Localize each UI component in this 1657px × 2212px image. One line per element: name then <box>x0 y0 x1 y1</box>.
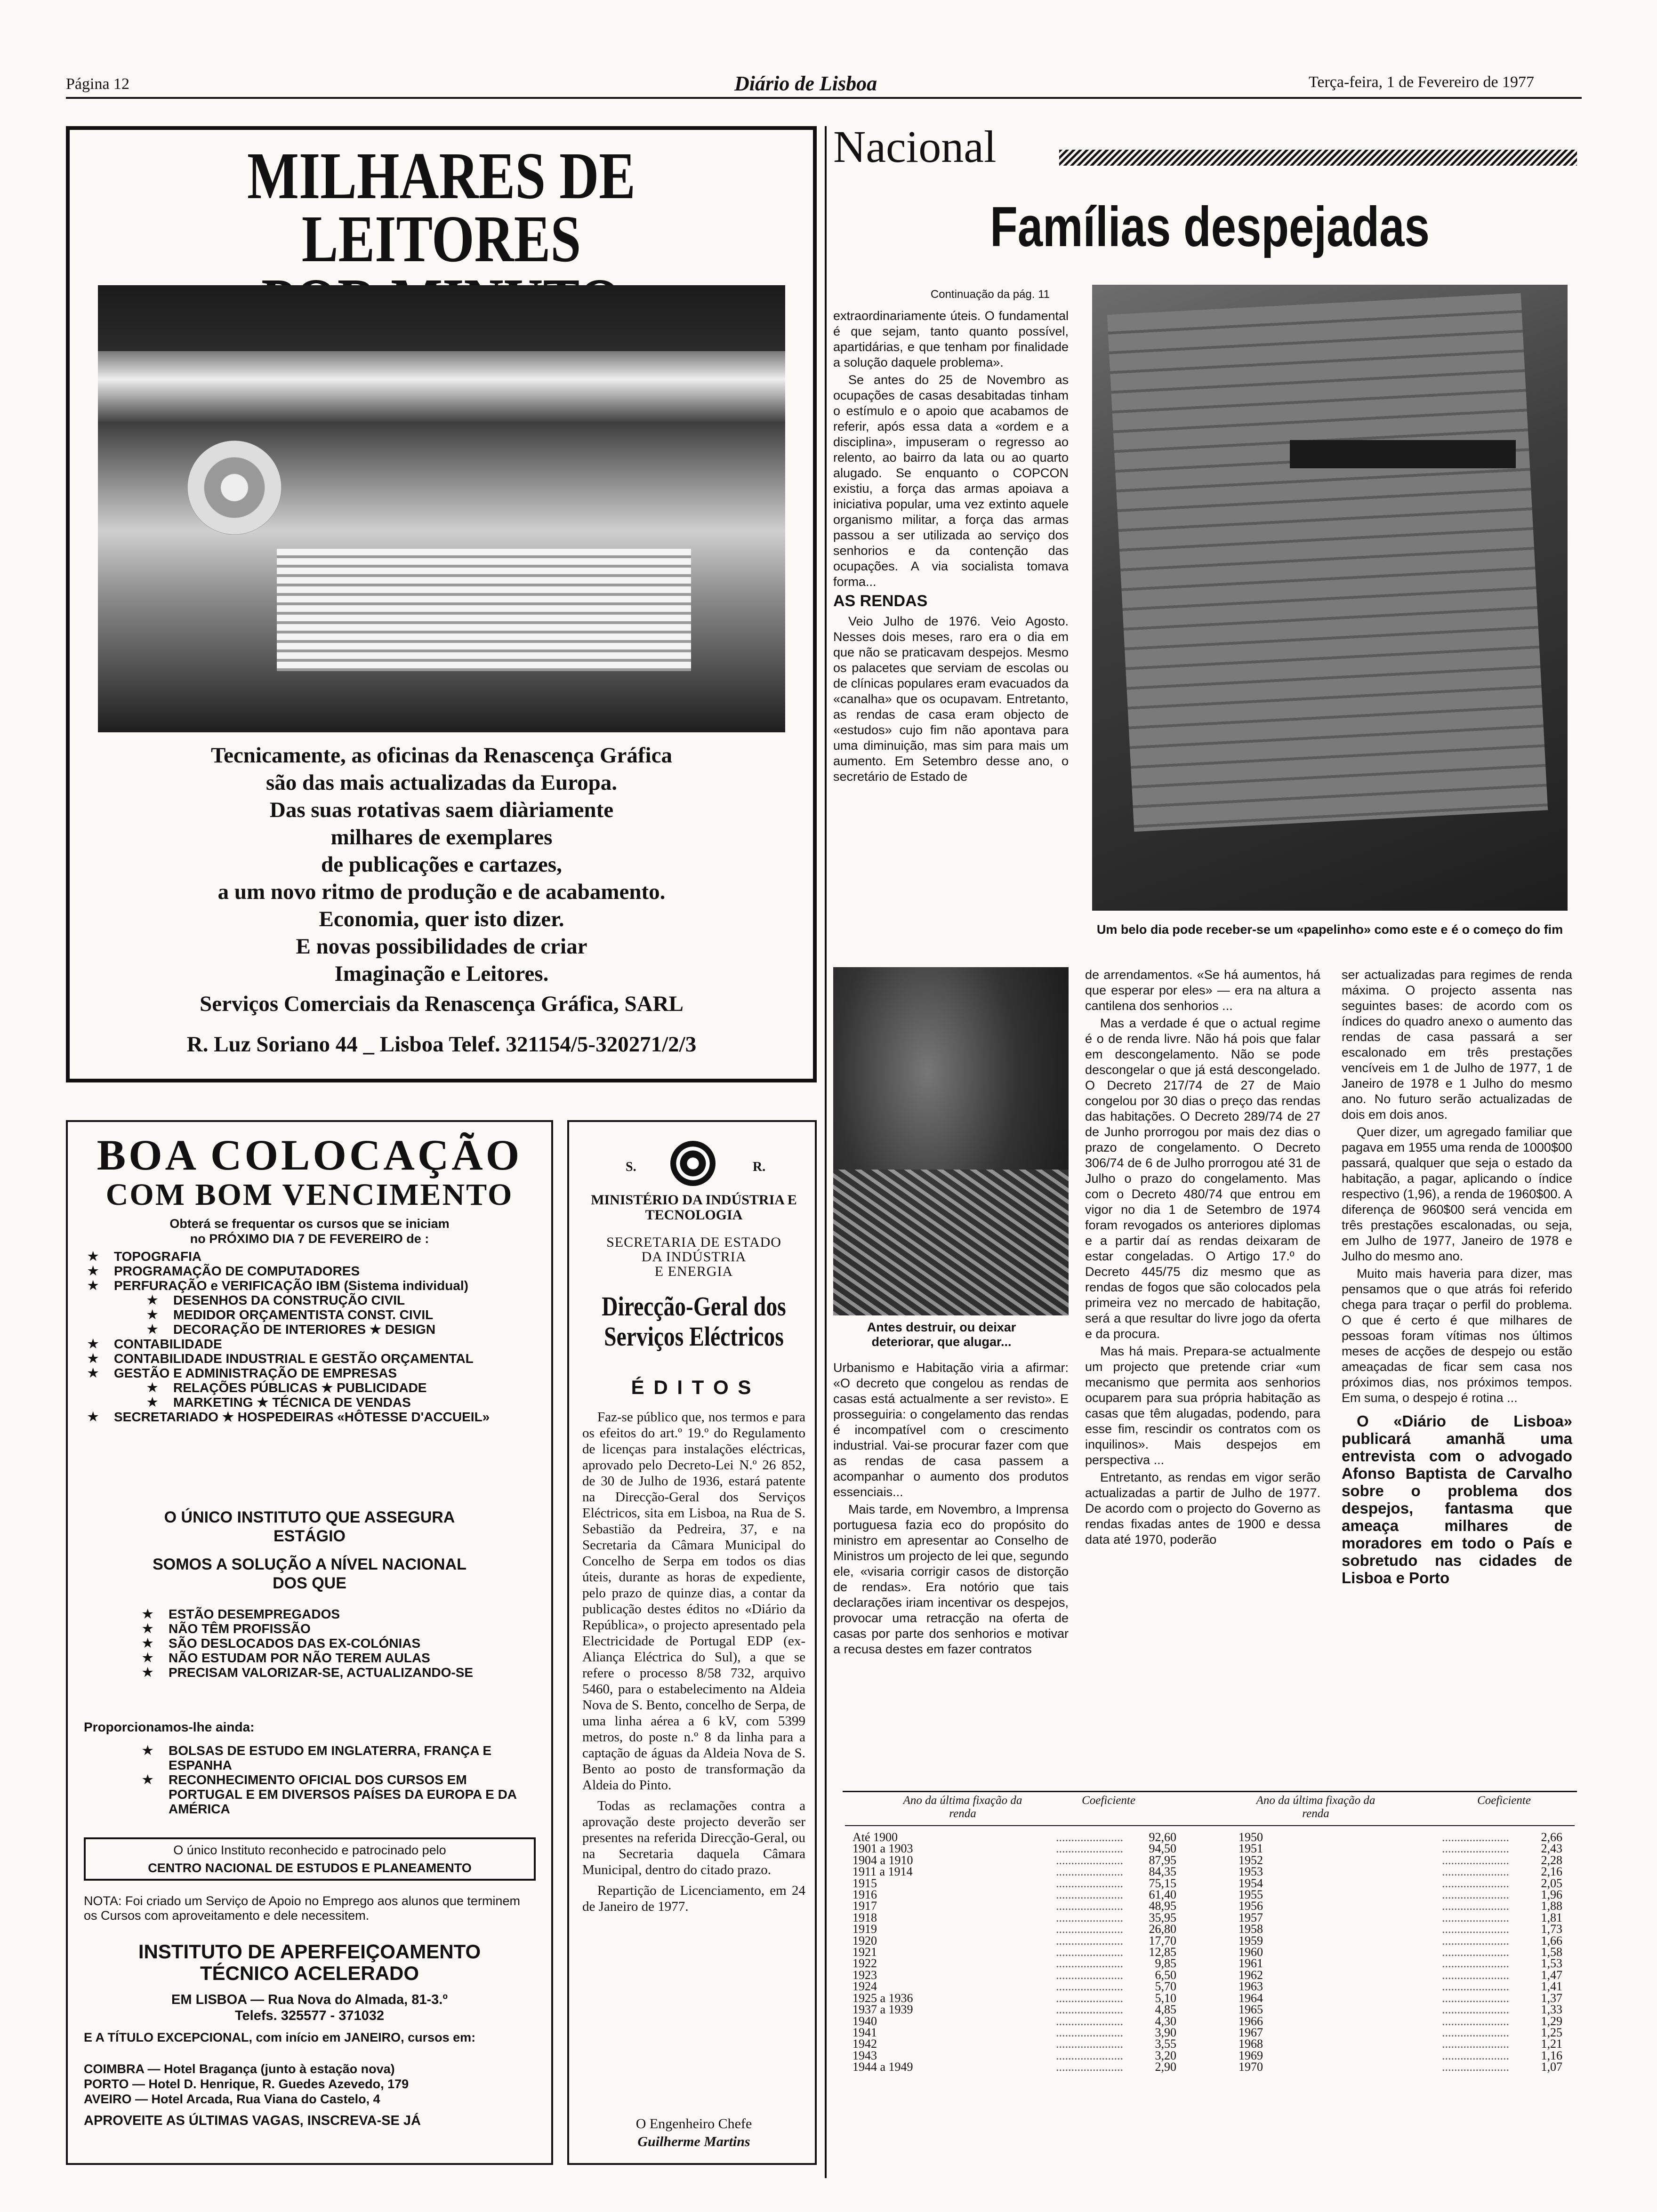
coefficient-cell: 2,05 <box>1541 1876 1562 1890</box>
instituto-recognized: O único Instituto reconhecido e patrocinado pelo CENTRO NACIONAL DE ESTUDOS E PLANEAMENTO <box>84 1837 536 1881</box>
year-cell: 1921 <box>853 1945 877 1959</box>
year-cell: 1937 a 1939 <box>853 2003 913 2017</box>
printing-press-photo <box>98 285 785 732</box>
table-row <box>1236 1912 1565 1923</box>
rent-coefficients-table <box>845 1794 1575 2180</box>
issue-date: Terça-feira, 1 de Fevereiro de 1977 <box>1309 73 1535 91</box>
year-cell: 1960 <box>1239 1945 1263 1959</box>
seal-right-letter: R. <box>753 1160 766 1174</box>
list-item: ★ GESTÃO E ADMINISTRAÇÃO DE EMPRESAS <box>84 1366 536 1380</box>
table-row <box>850 2016 1179 2027</box>
coefficient-cell: 84,35 <box>1149 1865 1176 1879</box>
coefficient-cell: 12,85 <box>1149 1945 1176 1959</box>
leader-dots: ...................... <box>1056 2014 1123 2028</box>
extras-list <box>138 1743 534 1816</box>
year-cell: 1966 <box>1239 2014 1263 2028</box>
table-row <box>1236 1981 1565 1992</box>
table-row <box>1236 1832 1565 1843</box>
instituto-title: BOA COLOCAÇÃO COM BOM VENCIMENTO <box>97 1131 523 1212</box>
leader-dots: ...................... <box>1442 1842 1509 1856</box>
leader-dots: ...................... <box>1442 2048 1509 2062</box>
article-column-2: de arrendamentos. «Se há aumentos, há que esperar por eles» — era na altura a cantilena dos senhorios ... Mas a verdade é que o actual regime é o de renda livre. Não há pois que falar em descongelamento. Não se pode descongelar o que já está descongelado. O Decreto 217/74 de 27 de Maio congelou por 30 dias o preço das rendas das habitações. O Decreto 289/74 de 27 de Junho prorrogou por mais dez dias o prazo de congelamento. O Decreto 306/74 de 6 de Julho prorrogou até 31 de Julho o prazo do congelamento. Mas com o Decreto 480/74 que entrou em vigor no dia 1 de Setembro de 1974 foram revogados os anteriores diplomas e a partir daí as rendas deixaram de estar congeladas. O Artigo 17.º do Decreto 445/75 diz mesmo que as rendas de fogos que são colocados pela primeira vez no mercado de habitação, será a que resultar do livre jogo da oferta e da procura. Mas há mais. Prepara-se actualmente um projecto que pretende criar «um mecanismo que permita aos senhorios ocuparem para sua própria habitação as casas que têm alugadas, podendo, para esse fim, rescindir os contratos com os inquilinos». Mais despejos em perspectiva ... Entretanto, as rendas em vigor serão actualizadas a partir de Julho de 1977. De acordo com o projecto do Governo as rendas fixadas antes de 1900 e dessa data até 1970, poderão <box>1085 968 1320 1547</box>
table-header-coef-right: Coeficiente <box>1477 1794 1531 1807</box>
year-cell: 1919 <box>853 1922 877 1936</box>
table-row <box>850 1935 1179 1947</box>
table-row <box>850 1912 1179 1923</box>
press-roller <box>98 351 785 422</box>
year-cell: 1925 a 1936 <box>853 1991 913 2005</box>
year-cell: 1923 <box>853 1968 877 1982</box>
coefficient-cell: 5,70 <box>1155 1980 1176 1994</box>
interview-promo: O «Diário de Lisboa» publicará amanhã uma entrevista com o advogado Afonso Baptista de Carvalho sobre o problema dos despejos, fantasma que ameaça milhares de moradores em todo o País e sobretudo nas cidades de Lisboa e Porto <box>1342 1412 1572 1587</box>
year-cell: 1968 <box>1239 2037 1263 2051</box>
year-cell: 1911 a 1914 <box>853 1865 913 1879</box>
leader-dots: ...................... <box>1442 2025 1509 2039</box>
coefficient-cell: 9,85 <box>1155 1956 1176 1971</box>
table-left-half <box>850 1832 1179 2073</box>
leader-dots: ...................... <box>1442 1980 1509 1994</box>
list-item: ★ RELAÇÕES PÚBLICAS ★ PUBLICIDADE <box>84 1380 536 1395</box>
leader-dots: ...................... <box>1056 2048 1123 2062</box>
year-cell: 1916 <box>853 1888 877 1902</box>
leader-dots: ...................... <box>1442 1830 1509 1844</box>
coefficient-cell: 2,43 <box>1541 1842 1562 1856</box>
coefficient-cell: 5,10 <box>1155 1991 1176 2005</box>
table-row <box>1236 2016 1565 2027</box>
coefficient-cell: 1,96 <box>1541 1888 1562 1902</box>
table-row <box>850 1878 1179 1889</box>
leader-dots: ...................... <box>1442 1888 1509 1902</box>
year-cell: 1956 <box>1239 1899 1263 1913</box>
year-cell: 1955 <box>1239 1888 1263 1902</box>
year-cell: 1920 <box>853 1933 877 1948</box>
year-cell: 1959 <box>1239 1933 1263 1948</box>
table-row <box>1236 1843 1565 1854</box>
coefficient-cell: 1,29 <box>1541 2014 1562 2028</box>
page-number: Página 12 <box>66 75 130 93</box>
paper-sheets <box>277 549 691 671</box>
year-cell: 1904 a 1910 <box>853 1853 913 1867</box>
coefficient-cell: 35,95 <box>1149 1910 1176 1924</box>
article-column-1: extraordinariamente úteis. O fundamental é que sejam, tanto quanto possível, apartidárias, e que tenham por finalidade a solução daquele problema». Se antes do 25 de Novembro as ocupações de casas desabitadas tinham o estímulo e o apoio que acabamos de referir, após essa data a «ordem e a disciplina», impuseram o regresso ao relento, ao bairro da lata ou ao quarto alugado. Se enquanto o COPCON existiu, a força das armas apoiava a iniciativa popular, uma vez extinto aquele organismo militar, a força das armas passou a ser utilizada ao serviço dos senhorios e da contenção das ocupações. A via socialista tomava forma... AS RENDAS Veio Julho de 1976. Veio Agosto. Nesses dois meses, raro era o dia em que não se praticavam despejos. Mesmo os palacetes que serviam de escolas ou de clínicas populares eram evacuados da «canalha» que os ocupavam. Entretanto, as rendas de casa eram objecto de «estudos» cujo fim não apontava para uma diminuição, mas sim para mais um aumento. Em Setembro desse ano, o secretário de Estado de <box>833 309 1069 784</box>
direccao-geral: Direcção-Geral dos Serviços Eléctricos <box>602 1291 786 1352</box>
leader-dots: ...................... <box>1442 1865 1509 1879</box>
table-row <box>850 1866 1179 1877</box>
coefficient-cell: 1,53 <box>1541 1956 1562 1971</box>
year-cell: Até 1900 <box>853 1830 898 1844</box>
list-item: ★ DECORAÇÃO DE INTERIORES ★ DESIGN <box>84 1322 536 1337</box>
year-cell: 1953 <box>1239 1865 1263 1879</box>
year-cell: 1915 <box>853 1876 877 1890</box>
table-row <box>1236 1935 1565 1947</box>
list-item: ★ CONTABILIDADE INDUSTRIAL E GESTÃO ORÇAMENTAL <box>84 1351 536 1366</box>
instituto-nota: NOTA: Foi criado um Serviço de Apoio no Emprego aos alunos que terminem os Cursos com aproveitamento e dele necessitem. <box>84 1894 520 1923</box>
instituto-cities <box>84 2061 536 2107</box>
list-item: ★ TOPOGRAFIA <box>84 1249 536 1264</box>
table-row <box>1236 1889 1565 1900</box>
editos-signature: O Engenheiro Chefe Guilherme Martins <box>635 2116 752 2149</box>
year-cell: 1954 <box>1239 1876 1263 1890</box>
leader-dots: ...................... <box>1056 2060 1123 2074</box>
editos-title: É D I T O S <box>631 1376 753 1398</box>
editos-body: Faz-se público que, nos termos e para os efeitos do art.º 19.º do Regulamento de licenças para instalações eléctricas, aprovado pelo Decreto-Lei N.º 26 852, de 30 de Julho de 1936, estará patente na Direcção-Geral dos Serviços Eléctricos, sita em Lisboa, na Rua de S. Sebastião da Pedreira, 37, e na Secretaria da Câmara Municipal do Concelho de Serpa em todos os dias úteis, durante as horas de expediente, pelo prazo de quinze dias, a contar da publicação destes éditos no «Diário da República», o projecto apresentado pela Electricidade de Portugal EDP (ex-Aliança Eléctrica do Sul), a que se refere o processo 8/58 732, arquivo 5460, para o estabelecimento na Aldeia Nova de S. Bento, concelho de Serpa, de uma linha aérea a 6 kV, com 5399 metros, do poste n.º 8 da linha para a captação de águas da Aldeia Nova de S. Bento ao posto de transformação da Aldeia do Pinto. Todas as reclamações contra a aprovação deste projecto deverão ser presentes na referida Direcção-Geral, ou na Secretaria daquela Câmara Municipal, dentro do citado prazo. Repartição de Licenciamento, em 24 de Janeiro de 1977. <box>582 1410 805 1914</box>
press-gear <box>187 441 282 535</box>
city-location: PORTO — Hotel D. Henrique, R. Guedes Azevedo, 179 <box>84 2077 409 2091</box>
ad-renascenca <box>66 126 817 1082</box>
list-item: ★ MARKETING ★ TÉCNICA DE VENDAS <box>84 1395 536 1410</box>
ministry-name: MINISTÉRIO DA INDÚSTRIA E TECNOLOGIA <box>591 1192 797 1223</box>
table-row <box>850 1889 1179 1900</box>
column-divider <box>825 126 827 2178</box>
year-cell: 1918 <box>853 1910 877 1924</box>
table-row <box>1236 2004 1565 2015</box>
leader-dots: ...................... <box>1442 1991 1509 2005</box>
list-item: ★ PRECISAM VALORIZAR-SE, ACTUALIZANDO-SE <box>138 1665 534 1680</box>
leader-dots: ...................... <box>1442 1899 1509 1913</box>
leader-dots: ...................... <box>1442 1968 1509 1982</box>
year-cell: 1961 <box>1239 1956 1263 1971</box>
list-item: ★ PERFURAÇÃO e VERIFICAÇÃO IBM (Sistema individual) <box>84 1278 536 1293</box>
coefficient-cell: 2,16 <box>1541 1865 1562 1879</box>
leader-dots: ...................... <box>1442 1853 1509 1867</box>
year-cell: 1969 <box>1239 2048 1263 2062</box>
year-cell: 1941 <box>853 2025 877 2039</box>
course-list <box>84 1249 536 1424</box>
table-row <box>850 1970 1179 1981</box>
table-row <box>1236 1970 1565 1981</box>
table-row <box>1236 1947 1565 1958</box>
coefficient-cell: 75,15 <box>1149 1876 1176 1890</box>
coefficient-cell: 3,55 <box>1155 2037 1176 2051</box>
table-right-half <box>1236 1832 1565 2073</box>
coefficient-cell: 1,73 <box>1541 1922 1562 1936</box>
table-row <box>850 2061 1179 2073</box>
leader-dots: ...................... <box>1056 1945 1123 1959</box>
list-item: ★ SECRETARIADO ★ HOSPEDEIRAS «HÔTESSE D'ACCUEIL» <box>84 1410 536 1424</box>
coefficient-cell: 2,66 <box>1541 1830 1562 1844</box>
seal-left-letter: S. <box>626 1160 636 1174</box>
secretaria-name: SECRETARIA DE ESTADO DA INDÚSTRIA E ENERGIA <box>606 1234 781 1279</box>
year-cell: 1952 <box>1239 1853 1263 1867</box>
table-row <box>1236 1900 1565 1912</box>
section-title: Nacional <box>833 121 997 172</box>
leader-dots: ...................... <box>1056 1853 1123 1867</box>
coefficient-cell: 92,60 <box>1149 1830 1176 1844</box>
table-row <box>1236 1855 1565 1866</box>
coefficient-cell: 94,50 <box>1149 1842 1176 1856</box>
article-column-3: ser actualizadas para regimes de renda máxima. O projecto assenta nas seguintes bases: de acordo com os índices do quadro anexo o aumento das rendas de casa passará a ser escalonado em três prestações vencíveis em 1 de Julho de 1977, 1 de Janeiro de 1978 e 1 Julho do mesmo ano. No futuro serão actualizadas de dois em dois anos. Quer dizer, um agregado familiar que pagava em 1955 uma renda de 1000$00 passará, qualquer que seja o estado da habitação, a pagar, aplicando o índice respectivo (1,96), a renda de 1960$00. A diferença de 960$00 será vencida em três prestações escalonadas, ou seja, em Julho de 1977, Janeiro de 1978 e Julho do mesmo ano. Muito mais haveria para dizer, mas pensamos que o que atrás foi referido chega para traçar o perfil do problema. O que é certo é que milhares de pessoas foram vítimas nos últimos meses de acções de despejo ou estão ameaçadas de ficar sem casa nos próximos dias, nos próximos tempos. Em suma, o despejo é rotina ... O «Diário de Lisboa» publicará amanhã uma entrevista com o advogado Afonso Baptista de Carvalho sobre o problema dos despejos, fantasma que ameaça milhares de moradores em todo o País e sobretudo nas cidades de Lisboa e Porto <box>1342 968 1572 1587</box>
masthead-rule <box>66 97 1582 99</box>
leader-dots: ...................... <box>1442 2003 1509 2017</box>
article-column-1-cont: Urbanismo e Habitação viria a afirmar: «O decreto que congelou as rendas de casas está actualmente a ser revisto». E prosseguiria: o congelamento das rendas é incompatível com o crescimento industrial. Vai-se procurar fazer com que as rendas de casa passem a acompanhar o aumento dos produtos essenciais... Mais tarde, em Novembro, a Imprensa portuguesa fazia eco do propósito do ministro em apresentar ao Conselho de Ministros um projecto de lei que, segundo ele, «visaria corrigir casos de distorção de rendas». Era notório que tais declarações iriam incentivar os despejos, provocar uma retracção na oferta de casas por parte dos senhorios e motivar a recusa destes em fazer contratos <box>833 1361 1069 1656</box>
coefficient-cell: 4,30 <box>1155 2014 1176 2028</box>
list-item: ★ NÃO ESTUDAM POR NÃO TEREM AULAS <box>138 1651 534 1665</box>
coefficient-cell: 1,41 <box>1541 1980 1562 1994</box>
year-cell: 1951 <box>1239 1842 1263 1856</box>
leader-dots: ...................... <box>1056 1830 1123 1844</box>
city-location: COIMBRA — Hotel Bragança (junto à estação nova) <box>84 2062 395 2076</box>
leader-dots: ...................... <box>1056 1899 1123 1913</box>
subhead-rendas: AS RENDAS <box>833 592 928 610</box>
ad-headline: MILHARES DE LEITORES <box>247 138 635 276</box>
coefficient-cell: 4,85 <box>1155 2003 1176 2017</box>
coefficient-cell: 1,25 <box>1541 2025 1562 2039</box>
list-item: ★ PROGRAMAÇÃO DE COMPUTADORES <box>84 1264 536 1278</box>
leader-dots: ...................... <box>1442 1922 1509 1936</box>
coefficient-cell: 2,28 <box>1541 1853 1562 1867</box>
table-row <box>1236 1866 1565 1877</box>
section-rule <box>1059 150 1577 166</box>
coefficient-cell: 1,07 <box>1541 2060 1562 2074</box>
table-row <box>850 1947 1179 1958</box>
eviction-notice-photo <box>1092 285 1568 911</box>
republic-seal-icon <box>670 1141 716 1186</box>
ad-body: Tecnicamente, as oficinas da Renascença Gráfica são das mais actualizadas da Europa. Das suas rotativas saem diàriamente milhares de exemplares de publicações e cartazes, a um novo ritmo de produção e de acabamento. Economia, quer isto dizer. E novas possibilidades de criar Imaginação e Leitores. Serviços Comerciais da Renascença Gráfica, SARL R. Luz Soriano 44 _ Lisboa Telef. 321154/5-320271/2/3 <box>186 743 697 1057</box>
table-header-rule <box>845 1825 1575 1826</box>
table-row <box>1236 1923 1565 1935</box>
coefficient-cell: 1,16 <box>1541 2048 1562 2062</box>
leader-dots: ...................... <box>1056 1980 1123 1994</box>
coefficient-cell: 87,95 <box>1149 1853 1176 1867</box>
leader-dots: ...................... <box>1442 1910 1509 1924</box>
coefficient-cell: 48,95 <box>1149 1899 1176 1913</box>
editos-notice <box>567 1120 817 2165</box>
table-row <box>1236 2027 1565 2038</box>
table-header-year-right: Ano da última fixação da renda <box>1256 1794 1375 1820</box>
year-cell: 1965 <box>1239 2003 1263 2017</box>
coefficient-cell: 26,80 <box>1149 1922 1176 1936</box>
year-cell: 1922 <box>853 1956 877 1971</box>
ad-instituto <box>66 1120 553 2165</box>
table-row <box>1236 1958 1565 1969</box>
year-cell: 1901 a 1903 <box>853 1842 913 1856</box>
year-cell: 1967 <box>1239 2025 1263 2039</box>
instituto-unique: O ÚNICO INSTITUTO QUE ASSEGURA ESTÁGIO SOMOS A SOLUÇÃO A NÍVEL NACIONAL DOS QUE <box>153 1508 467 1592</box>
instituto-offer: Proporcionamos-lhe ainda: <box>84 1720 255 1734</box>
instituto-address: EM LISBOA — Rua Nova do Almada, 81-3.º Telefs. 325577 - 371032 <box>171 1992 448 2023</box>
leader-dots: ...................... <box>1056 2003 1123 2017</box>
table-row <box>1236 2061 1565 2073</box>
coefficient-cell: 61,40 <box>1149 1888 1176 1902</box>
coefficient-cell: 1,33 <box>1541 2003 1562 2017</box>
table-row <box>850 2027 1179 2038</box>
table-header-year-left: Ano da última fixação da renda <box>903 1794 1022 1820</box>
year-cell: 1943 <box>853 2048 877 2062</box>
list-item: ★ SÃO DESLOCADOS DAS EX-COLÓNIAS <box>138 1636 534 1651</box>
year-cell: 1962 <box>1239 1968 1263 1982</box>
table-row <box>850 1958 1179 1969</box>
year-cell: 1950 <box>1239 1830 1263 1844</box>
table-top-rule <box>843 1791 1577 1792</box>
leader-dots: ...................... <box>1056 1842 1123 1856</box>
photo1-caption: Um belo dia pode receber-se um «papelinho» como este e é o começo do fim <box>1096 922 1563 937</box>
rubble <box>833 1170 1069 1315</box>
table-row <box>1236 2038 1565 2050</box>
year-cell: 1940 <box>853 2014 877 2028</box>
year-cell: 1917 <box>853 1899 877 1913</box>
leader-dots: ...................... <box>1442 2060 1509 2074</box>
coefficient-cell: 2,90 <box>1155 2060 1176 2074</box>
leader-dots: ...................... <box>1442 2037 1509 2051</box>
year-cell: 1963 <box>1239 1980 1263 1994</box>
coefficient-cell: 1,37 <box>1541 1991 1562 2005</box>
leader-dots: ...................... <box>1442 1945 1509 1959</box>
year-cell: 1957 <box>1239 1910 1263 1924</box>
ruined-house-photo <box>833 967 1069 1315</box>
audience-list <box>138 1607 534 1680</box>
coefficient-cell: 17,70 <box>1149 1933 1176 1948</box>
table-header-coef-left: Coeficiente <box>1082 1794 1135 1807</box>
coefficient-cell: 3,20 <box>1155 2048 1176 2062</box>
city-location: AVEIRO — Hotel Arcada, Rua Viana do Castelo, 4 <box>84 2092 380 2106</box>
list-item: ★ ESTÃO DESEMPREGADOS <box>138 1607 534 1621</box>
leader-dots: ...................... <box>1056 1865 1123 1879</box>
table-row <box>1236 1878 1565 1889</box>
newspaper-name: Diário de Lisboa <box>734 72 877 95</box>
notice-stamp <box>1290 440 1516 468</box>
coefficient-cell: 3,90 <box>1155 2025 1176 2039</box>
table-row <box>1236 1993 1565 2004</box>
year-cell: 1958 <box>1239 1922 1263 1936</box>
table-row <box>850 2038 1179 2050</box>
table-row <box>850 1923 1179 1935</box>
list-item: ★ NÃO TÊM PROFISSÃO <box>138 1621 534 1636</box>
leader-dots: ...................... <box>1056 1922 1123 1936</box>
instituto-closing: APROVEITE AS ÚLTIMAS VAGAS, INSCREVA-SE JÁ <box>84 2113 421 2128</box>
list-item: ★ RECONHECIMENTO OFICIAL DOS CURSOS EM PORTUGAL E EM DIVERSOS PAÍSES DA EUROPA E DA AMÉRICA <box>138 1772 534 1816</box>
instituto-exceptional: E A TÍTULO EXCEPCIONAL, com início em JANEIRO, cursos em: <box>84 2030 476 2044</box>
year-cell: 1944 a 1949 <box>853 2060 913 2074</box>
notice-paper <box>1107 293 1548 832</box>
coefficient-cell: 1,81 <box>1541 1910 1562 1924</box>
coefficient-cell: 1,58 <box>1541 1945 1562 1959</box>
list-item: ★ DESENHOS DA CONSTRUÇÃO CIVIL <box>84 1293 536 1307</box>
table-row <box>850 1900 1179 1912</box>
continuation-note: Continuação da pág. 11 <box>930 288 1050 301</box>
coefficient-cell: 1,21 <box>1541 2037 1562 2051</box>
year-cell: 1942 <box>853 2037 877 2051</box>
leader-dots: ...................... <box>1442 1876 1509 1890</box>
leader-dots: ...................... <box>1056 1933 1123 1948</box>
leader-dots: ...................... <box>1056 1910 1123 1924</box>
leader-dots: ...................... <box>1056 2037 1123 2051</box>
leader-dots: ...................... <box>1442 2014 1509 2028</box>
photo2-caption: Antes destruir, ou deixar deteriorar, que alugar... <box>867 1320 1016 1349</box>
leader-dots: ...................... <box>1056 1968 1123 1982</box>
list-item: ★ MEDIDOR ORÇAMENTISTA CONST. CIVIL <box>84 1307 536 1322</box>
instituto-intro: Obterá se frequentar os cursos que se iniciam no PRÓXIMO DIA 7 DE FEVEREIRO de : <box>169 1217 450 1246</box>
leader-dots: ...................... <box>1056 1888 1123 1902</box>
leader-dots: ...................... <box>1056 1876 1123 1890</box>
article-headline: Famílias despejadas <box>990 195 1430 258</box>
coefficient-cell: 1,47 <box>1541 1968 1562 1982</box>
list-item: ★ CONTABILIDADE <box>84 1337 536 1351</box>
year-cell: 1970 <box>1239 2060 1263 2074</box>
table-row <box>1236 2050 1565 2061</box>
leader-dots: ...................... <box>1056 2025 1123 2039</box>
table-row <box>850 2004 1179 2015</box>
instituto-name: INSTITUTO DE APERFEIÇOAMENTO TÉCNICO ACELERADO <box>138 1940 481 1984</box>
year-cell: 1924 <box>853 1980 877 1994</box>
coefficient-cell: 1,88 <box>1541 1899 1562 1913</box>
leader-dots: ...................... <box>1442 1933 1509 1948</box>
list-item: ★ BOLSAS DE ESTUDO EM INGLATERRA, FRANÇA E ESPANHA <box>138 1743 534 1772</box>
coefficient-cell: 1,66 <box>1541 1933 1562 1948</box>
leader-dots: ...................... <box>1056 1956 1123 1971</box>
leader-dots: ...................... <box>1442 1956 1509 1971</box>
leader-dots: ...................... <box>1056 1991 1123 2005</box>
year-cell: 1964 <box>1239 1991 1263 2005</box>
coefficient-cell: 6,50 <box>1155 1968 1176 1982</box>
